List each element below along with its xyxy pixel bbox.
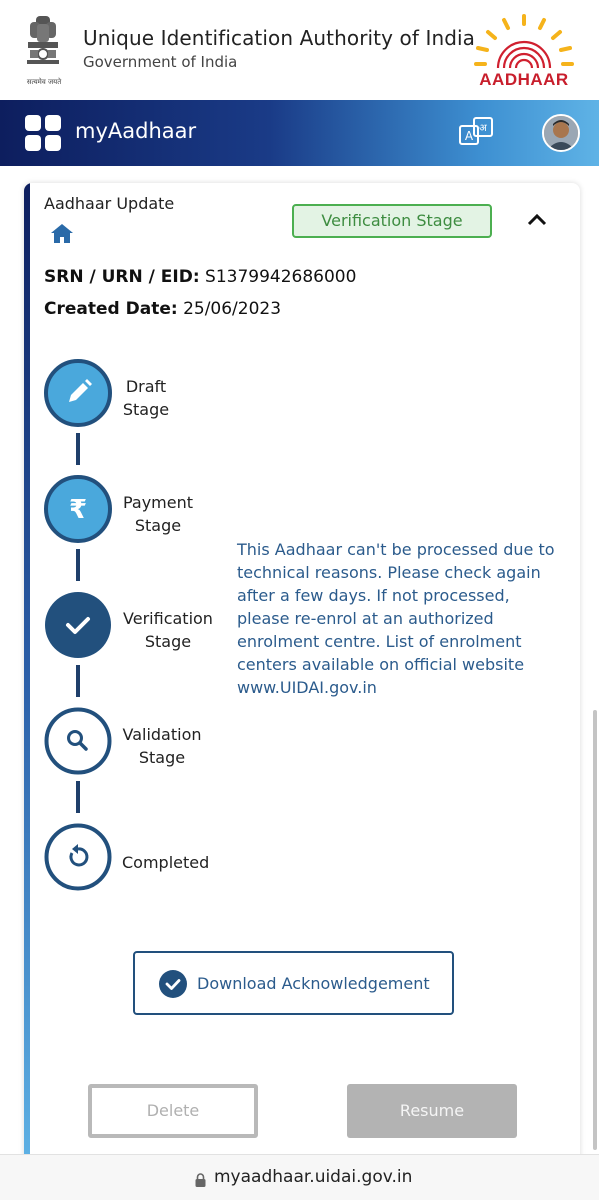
step-verification [44, 591, 112, 659]
created-date-value: 25/06/2023 [183, 299, 282, 319]
step-label-line: Stage [134, 516, 182, 535]
step-completed [44, 823, 112, 891]
refresh-icon [44, 823, 112, 891]
step-label-line: Verification [123, 609, 213, 628]
app-bar [0, 100, 599, 166]
step-label-line: Completed [122, 853, 210, 872]
srn-value: S1379942686000 [205, 267, 357, 287]
chevron-up-icon[interactable] [526, 211, 548, 227]
step-draft [44, 359, 112, 427]
step-label-validation [112, 723, 212, 769]
step-label-line: Stage [138, 748, 186, 767]
url-text: myaadhaar.uidai.gov.in [214, 1167, 413, 1187]
app-title: myAadhaar [75, 119, 197, 143]
step-connector [76, 433, 80, 465]
svg-text:अ: अ [479, 123, 487, 134]
step-connector [76, 781, 80, 813]
pencil-icon [44, 359, 112, 427]
user-avatar[interactable] [542, 114, 580, 152]
gov-title: Unique Identification Authority of India [83, 26, 476, 50]
gov-subtitle: Government of India [83, 53, 238, 71]
card-heading: Aadhaar Update [44, 194, 175, 213]
step-label-line: Validation [122, 725, 202, 744]
download-acknowledgement-label: Download Acknowledgement [197, 974, 430, 993]
step-label-line: Draft [125, 377, 167, 396]
srn-line [44, 267, 356, 287]
avatar-photo-icon [544, 116, 578, 150]
status-badge: Verification Stage [292, 204, 492, 238]
download-acknowledgement-button[interactable] [133, 951, 454, 1015]
browser-url-bar[interactable] [0, 1154, 599, 1200]
step-label-payment [112, 491, 204, 537]
lock-icon [195, 1173, 206, 1187]
srn-label: SRN / URN / EID: [44, 267, 200, 287]
emblem-motto: सत्यमेव जयते [26, 78, 62, 86]
svg-text:A: A [464, 129, 474, 143]
svg-text:₹: ₹ [68, 495, 88, 525]
language-translate-icon[interactable] [458, 116, 494, 148]
grid-menu-icon[interactable] [24, 114, 62, 152]
rupee-icon [44, 475, 112, 543]
created-date-label: Created Date: [44, 299, 178, 319]
step-label-line: Stage [144, 632, 192, 651]
step-connector [76, 549, 80, 581]
check-circle-icon [159, 970, 187, 998]
home-icon[interactable] [50, 222, 74, 244]
aadhaar-logo-text: AADHAAR [479, 70, 569, 89]
created-date-line [44, 299, 281, 319]
card-accent-bar [24, 183, 30, 1173]
step-label-line: Payment [122, 493, 194, 512]
aadhaar-update-card [24, 183, 580, 1173]
step-validation [44, 707, 112, 775]
delete-button[interactable]: Delete [88, 1084, 258, 1138]
gov-header [0, 0, 599, 100]
search-icon [44, 707, 112, 775]
scrollbar[interactable] [593, 710, 597, 1150]
step-label-verification [112, 607, 224, 653]
national-emblem-icon [22, 12, 64, 84]
check-icon [44, 591, 112, 659]
step-label-draft [112, 375, 180, 421]
step-connector [76, 665, 80, 697]
step-label-completed [122, 851, 209, 874]
resume-button[interactable]: Resume [347, 1084, 517, 1138]
status-message: This Aadhaar can't be processed due to technical reasons. Please check again after a few days. If not processed, please re-enrol at an authorized enrolment centre. List of enrolment centers available on official website www.UIDAI.gov.in [237, 540, 555, 697]
step-label-line: Stage [122, 400, 170, 419]
step-payment [44, 475, 112, 543]
